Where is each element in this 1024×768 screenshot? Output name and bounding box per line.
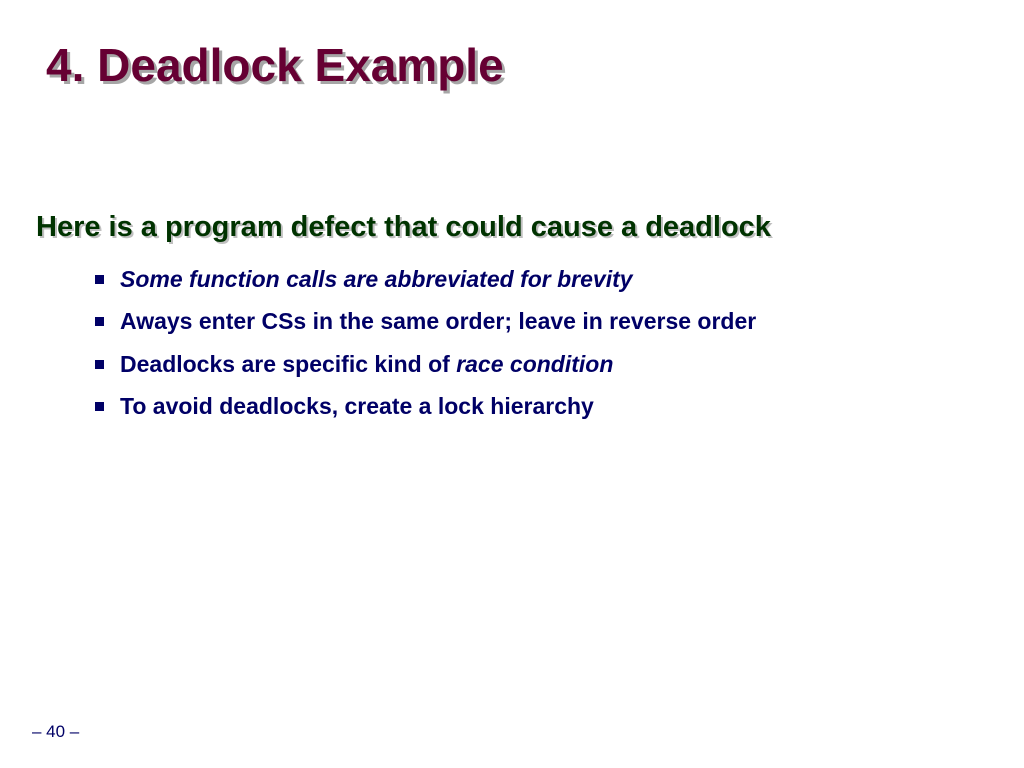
bullet-item-hierarchy [95,386,756,429]
bullet-item-brevity [95,258,756,301]
bullet-text: Aways enter CSs in the same order; leave in reverse order [120,308,757,335]
bullet-item-order [95,301,756,344]
square-bullet-icon [95,360,104,369]
square-bullet-icon [95,317,104,326]
bullet-text: To avoid deadlocks, create a lock hierarchy [120,393,594,420]
square-bullet-icon [95,275,104,284]
main-point: Here is a program defect that could cause a deadlock [36,211,771,243]
bullet-text: Some function calls are abbreviated for brevity [120,265,633,292]
bullet-item-race-condition [95,343,756,386]
bullet-list [95,258,756,428]
bullet-emphasis: race condition [456,350,614,377]
page-number: – 40 – [32,722,80,741]
square-bullet-icon [95,402,104,411]
bullet-text: Deadlocks are specific kind of [120,350,457,377]
slide-title: 4. Deadlock Example [46,39,504,91]
